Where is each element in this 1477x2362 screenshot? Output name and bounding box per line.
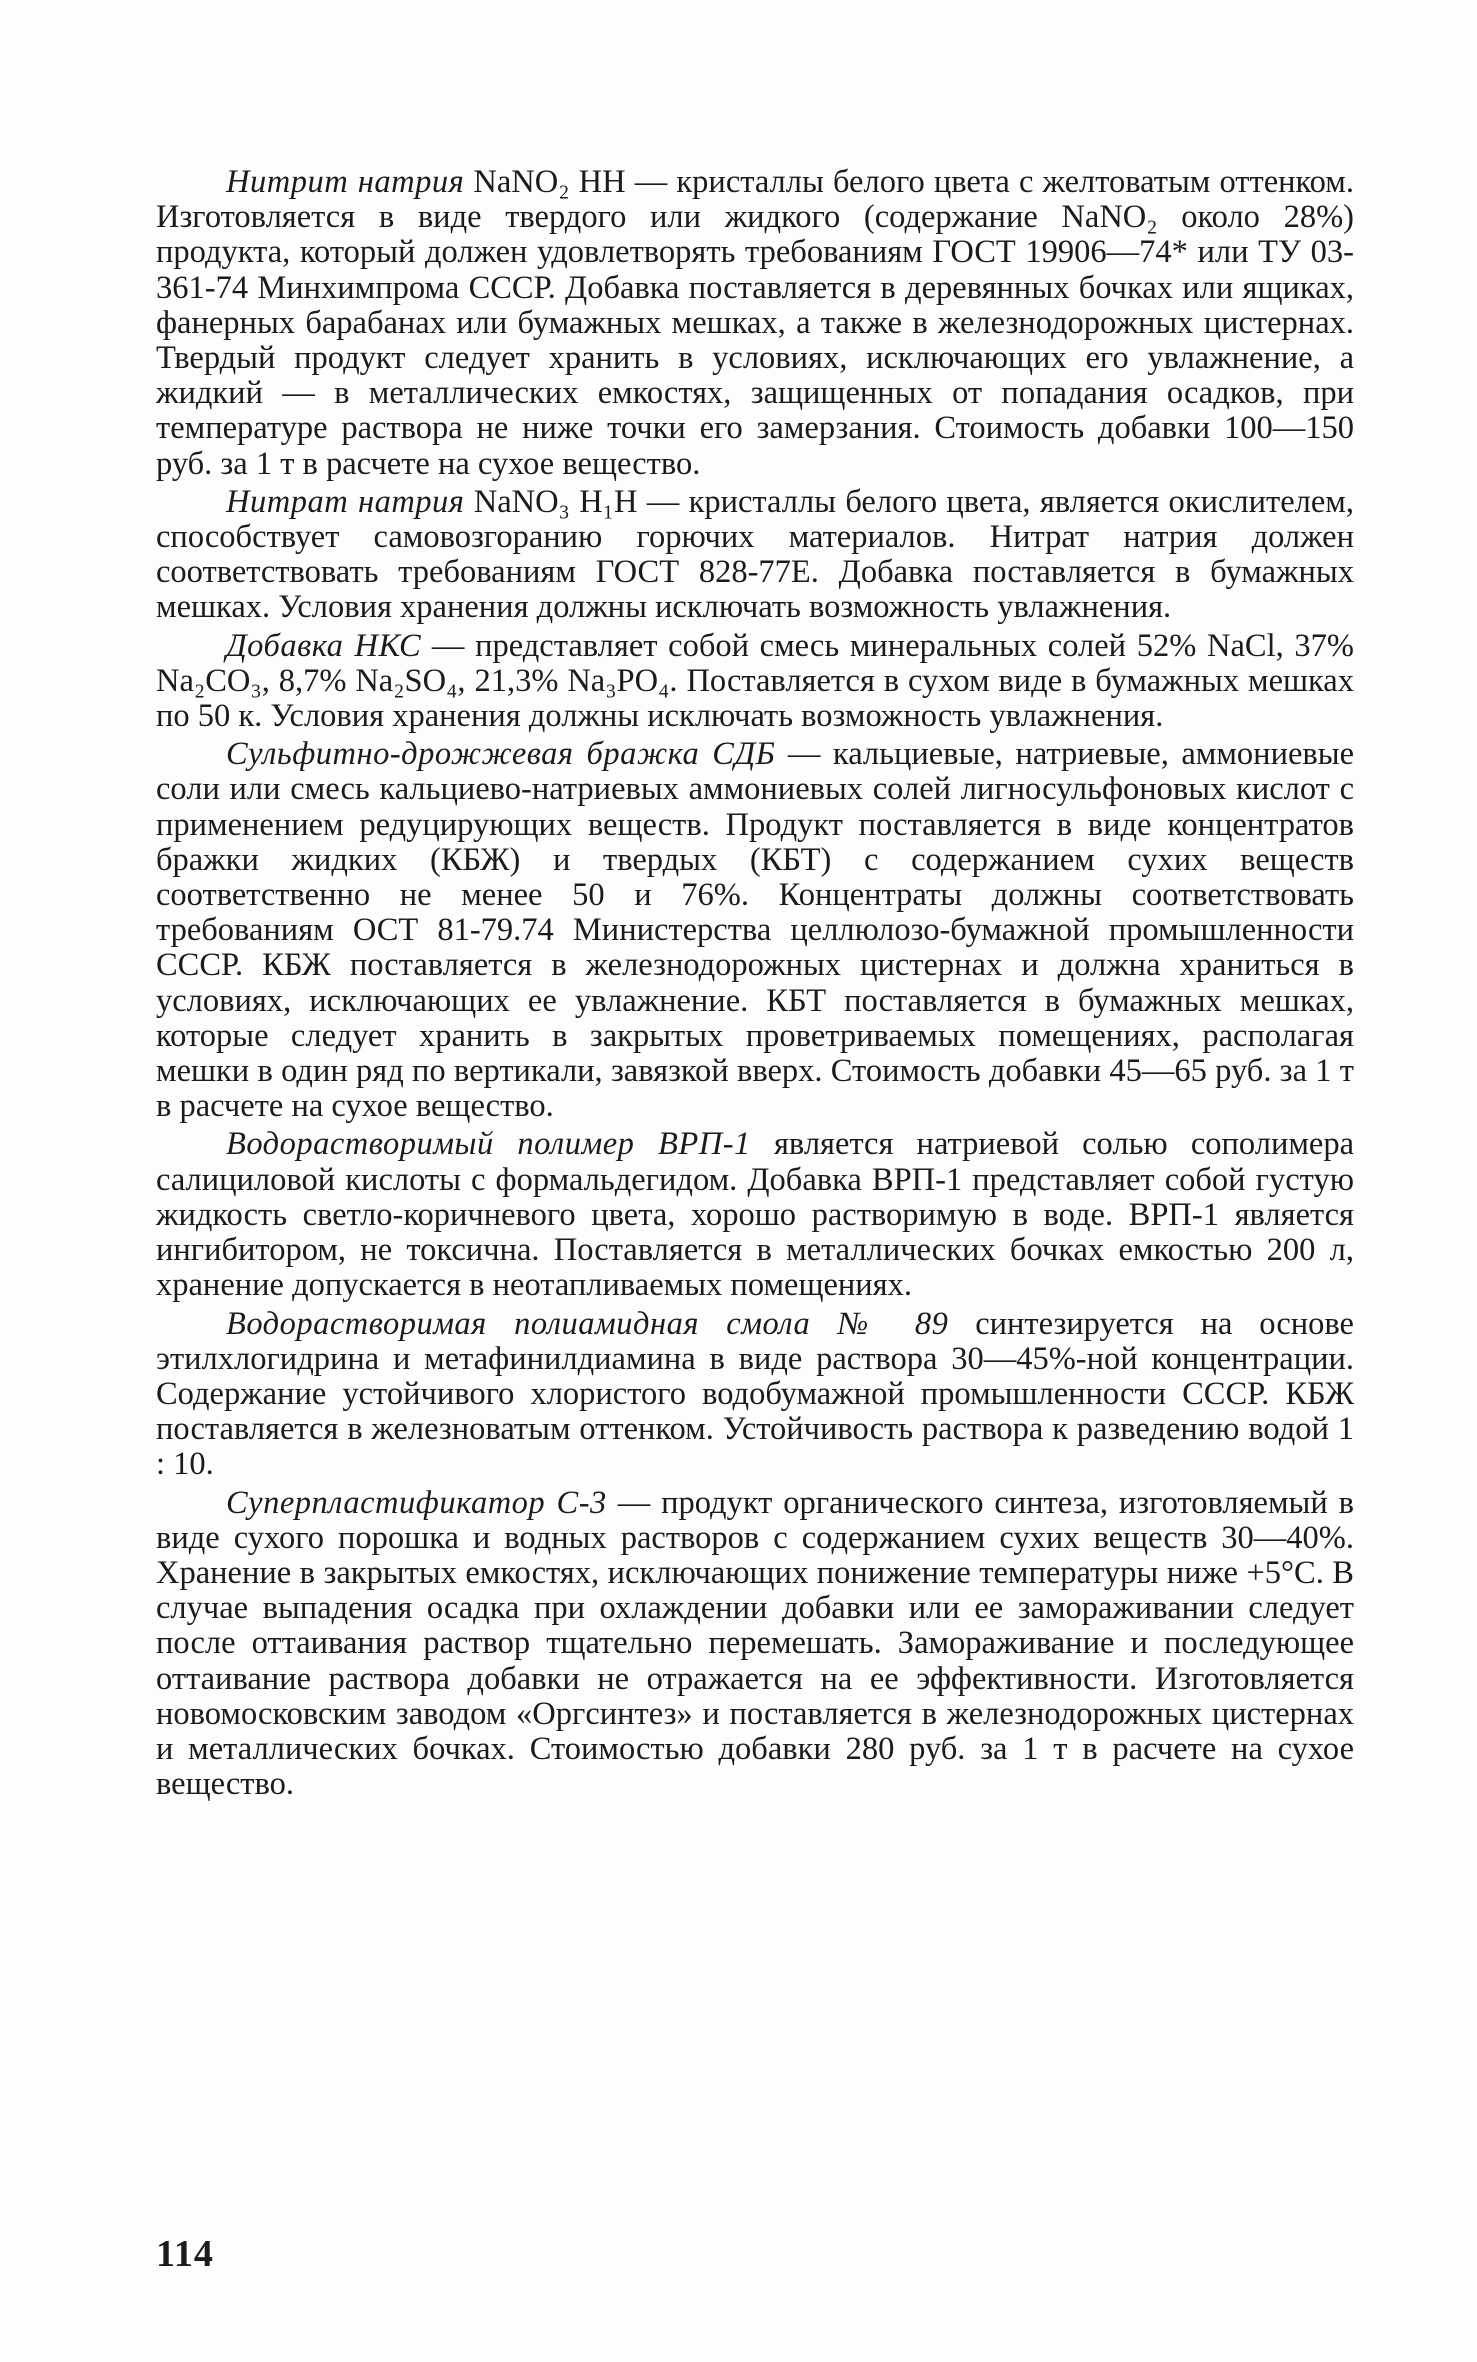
paragraph-superplasticizer (156, 1486, 1354, 1803)
term-sdb: Сульфитно-дрожжевая бражка СДБ (226, 736, 776, 773)
paragraph-body: — кальциевые, натриевые, аммониевые соли или смесь кальциево-натриевых аммониевых солей лигносульфоновых кислот с применением редуцирующих веществ. Продукт поставляется в виде концентратов бражки жидких (КБЖ) и твердых (КБТ) с содержанием сухих веществ соответственно не менее 50 и 76%. Концентраты должны соответствовать требованиям ОСТ 81-79.74 Министерства целлюлозо-бумажной промышленности СССР. КБЖ поставляется в железнодорожных цистернах и должна храниться в условиях, исключающих ее увлажнение. КБТ поставляется в бумажных мешках, которые следует хранить в закрытых проветриваемых помещениях, располагая мешки в один ряд по вертикали, завязкой вверх. Стоимость добавки 45—65 руб. за 1 т в расчете на сухое вещество. (156, 736, 1354, 1125)
paragraph-nks-additive (156, 629, 1354, 735)
term-sodium-nitrate: Нитрат натрия (226, 483, 465, 520)
paragraph-sdb (156, 737, 1354, 1124)
paragraph-body: — представляет собой смесь минеральных солей 52% NaCl, 37% Na₂CO₃, 8,7% Na₂SO₄, 21,3% Na₃PO₄. Поставляется в сухом виде в бумажных мешках по 50 к. Условия хранения должны исключать возможность увлажнения. (156, 627, 1354, 735)
body-text (156, 165, 1354, 1802)
paragraph-polyamide-resin (156, 1307, 1354, 1483)
paragraph-body: является натриевой солью сополимера салициловой кислоты с формальдегидом. Добавка ВРП-1 представляет собой густую жидкость светло-коричневого цвета, хорошо растворимую в воде. ВРП-1 является ингибитором, не токсична. Поставляется в металлических бочках емкостью 200 л, хранение допускается в неотапливаемых помещениях. (156, 1126, 1355, 1304)
paragraph-body: NaNO₃ Н₁Н — кристаллы белого цвета, является окислителем, способствует самовозгоранию горючих материалов. Нитрат натрия должен соответствовать требованиям ГОСТ 828-77Е. Добавка поставляется в бумажных мешках. Условия хранения должны исключать возможность увлажнения. (156, 483, 1354, 626)
term-superplasticizer: Суперпластификатор С-3 (226, 1484, 607, 1521)
paragraph-body: NaNO₂ НН — кристаллы белого цвета с желтоватым оттенком. Изготовляется в виде твердого или жидкого (содержание NaNO₂ около 28%) продукта, который должен удовлетворять требованиям ГОСТ 19906—74* или ТУ 03-361-74 Минхимпрома СССР. Добавка поставляется в деревянных бочках или ящиках, фанерных барабанах или бумажных мешках, а также в железнодорожных цистернах. Твердый продукт следует хранить в условиях, исключающих его увлажнение, а жидкий — в металлических емкостях, защищенных от попадания осадков, при температуре раствора не ниже точки его замерзания. Стоимость добавки 100—150 руб. за 1 т в расчете на сухое вещество. (156, 164, 1354, 482)
paragraph-sodium-nitrite (156, 165, 1354, 482)
term-sodium-nitrite: Нитрит натрия (226, 164, 465, 200)
term-polyamide-resin: Водорастворимая полиамидная смола № 89 (226, 1305, 949, 1342)
term-nks-additive: Добавка НКС (226, 627, 422, 664)
paragraph-sodium-nitrate (156, 485, 1354, 626)
page-number: 114 (156, 2233, 214, 2275)
paragraph-body: — продукт органического синтеза, изготовляемый в виде сухого порошка и водных растворов с содержанием сухих веществ 30—40%. Хранение в закрытых емкостях, исключающих понижение температуры ниже +5°С. В случае выпадения осадка при охлаждении добавки или ее замораживании следует после оттаивания раствор тщательно перемешать. Замораживание и последующее оттаивание раствора добавки не отражается на ее эффективности. Изготовляется новомосковским заводом «Оргсинтез» и поставляется в железнодорожных цистернах и металлических бочках. Стоимостью добавки 280 руб. за 1 т в расчете на сухое вещество. (156, 1484, 1354, 1803)
paragraph-body: синтезируется на основе этилхлогидрина и метафинилдиамина в виде раствора 30—45%-ной концентрации. Содержание устойчивого хлористого водобумажной промышленности СССР. КБЖ поставляется в железноватым оттенком. Устойчивость раствора к разведению водой 1 : 10. (156, 1305, 1354, 1483)
paragraph-vrp1 (156, 1127, 1354, 1303)
term-vrp1: Водорастворимый полимер ВРП-1 (226, 1126, 751, 1163)
